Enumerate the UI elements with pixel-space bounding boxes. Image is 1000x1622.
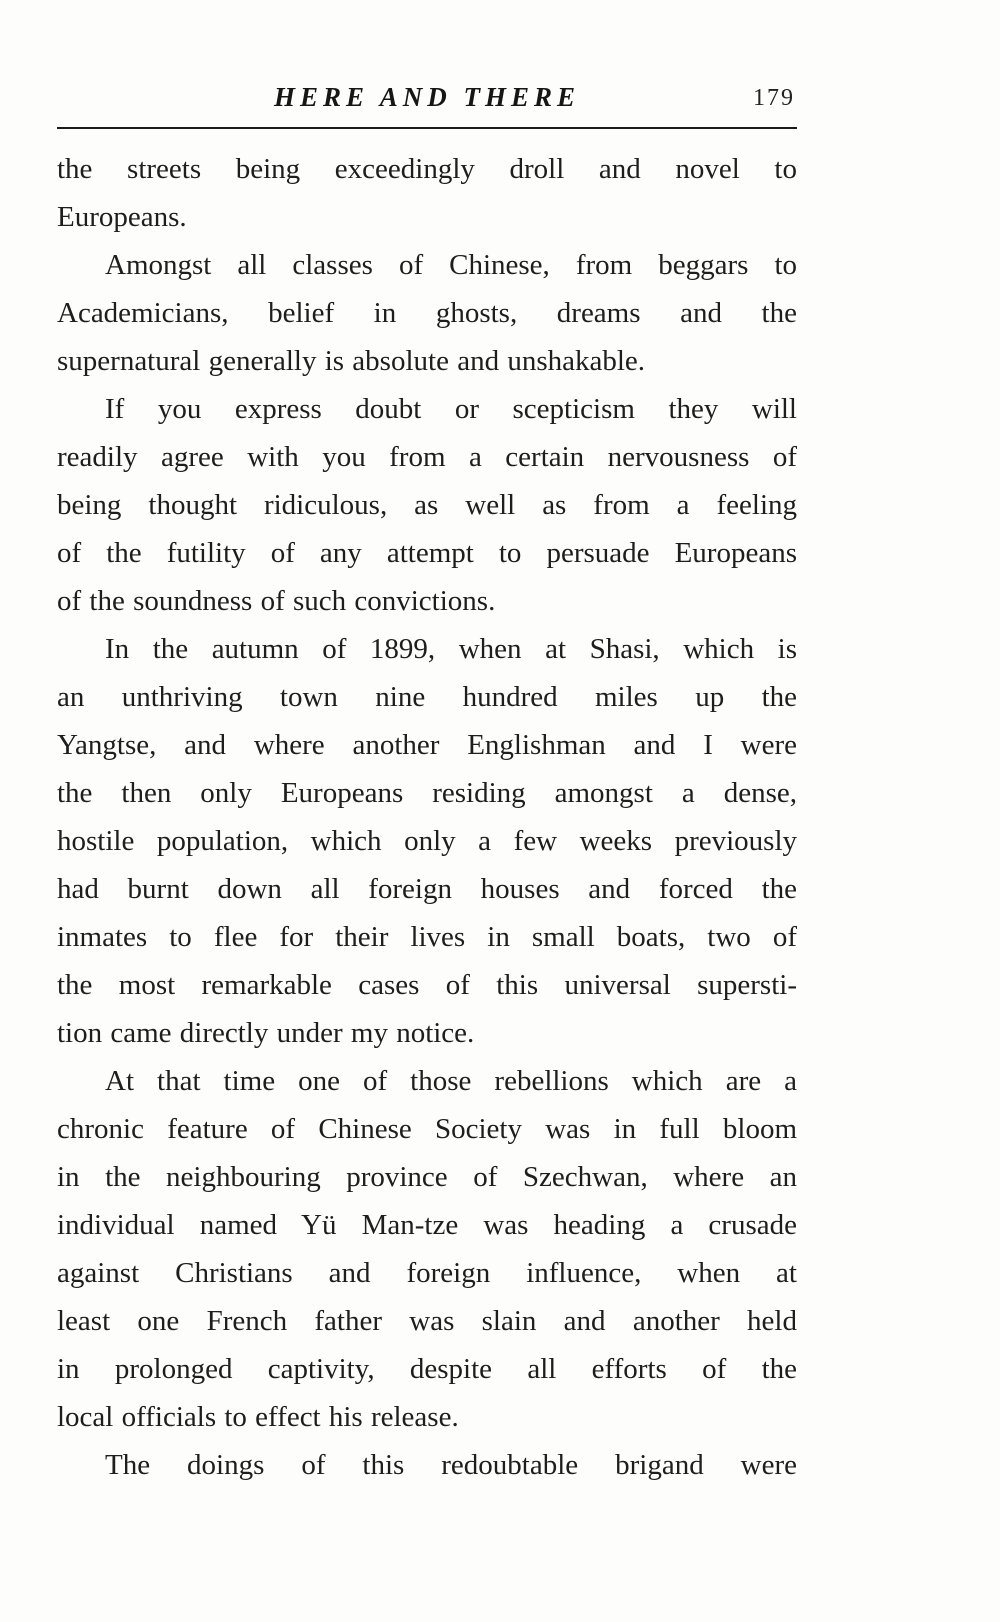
text-line: being thought ridiculous, as well as from a feeling xyxy=(57,489,797,521)
text-line: the most remarkable cases of this universal supersti- xyxy=(57,969,797,1001)
text-line: the streets being exceedingly droll and novel to xyxy=(57,153,797,185)
text-line: tion came directly under my notice. xyxy=(57,1017,475,1049)
text-line: the then only Europeans residing amongst a dense, xyxy=(57,777,797,809)
paragraph xyxy=(57,145,797,241)
text-line: in prolonged captivity, despite all efforts of the xyxy=(57,1353,797,1385)
text-line: individual named Yü Man-tze was heading a crusade xyxy=(57,1209,797,1241)
text-line: local officials to effect his release. xyxy=(57,1401,459,1433)
text-line: chronic feature of Chinese Society was in full bloom xyxy=(57,1113,797,1145)
running-title: HERE AND THERE xyxy=(273,82,581,112)
text-line: of the futility of any attempt to persuade Europeans xyxy=(57,537,797,569)
text-block xyxy=(57,82,797,1489)
text-line: Europeans. xyxy=(57,201,187,233)
body-text xyxy=(57,145,797,1489)
text-line: in the neighbouring province of Szechwan, where an xyxy=(57,1161,797,1193)
paragraph xyxy=(57,1441,797,1489)
text-line: an unthriving town nine hundred miles up the xyxy=(57,681,797,713)
paragraph xyxy=(57,241,797,385)
text-line: Yangtse, and where another Englishman and I were xyxy=(57,729,797,761)
paragraph xyxy=(57,1057,797,1441)
paragraph xyxy=(57,385,797,625)
paragraph xyxy=(57,625,797,1057)
text-line: hostile population, which only a few weeks previously xyxy=(57,825,797,857)
text-line: readily agree with you from a certain nervousness of xyxy=(57,441,797,473)
text-line: Amongst all classes of Chinese, from beggars to xyxy=(105,249,797,281)
page-header xyxy=(57,82,797,120)
text-line: against Christians and foreign influence, when at xyxy=(57,1257,797,1289)
text-line: At that time one of those rebellions which are a xyxy=(105,1065,797,1097)
text-line: inmates to flee for their lives in small boats, two of xyxy=(57,921,797,953)
text-line: The doings of this redoubtable brigand were xyxy=(105,1449,797,1481)
header-rule xyxy=(57,127,797,129)
text-line: least one French father was slain and another held xyxy=(57,1305,797,1337)
text-line: of the soundness of such convictions. xyxy=(57,585,496,617)
text-line: If you express doubt or scepticism they will xyxy=(105,393,797,425)
text-line: had burnt down all foreign houses and forced the xyxy=(57,873,797,905)
text-line: Academicians, belief in ghosts, dreams and the xyxy=(57,297,797,329)
page-number: 179 xyxy=(753,85,795,111)
text-line: supernatural generally is absolute and unshakable. xyxy=(57,345,646,377)
text-line: In the autumn of 1899, when at Shasi, which is xyxy=(105,633,797,665)
